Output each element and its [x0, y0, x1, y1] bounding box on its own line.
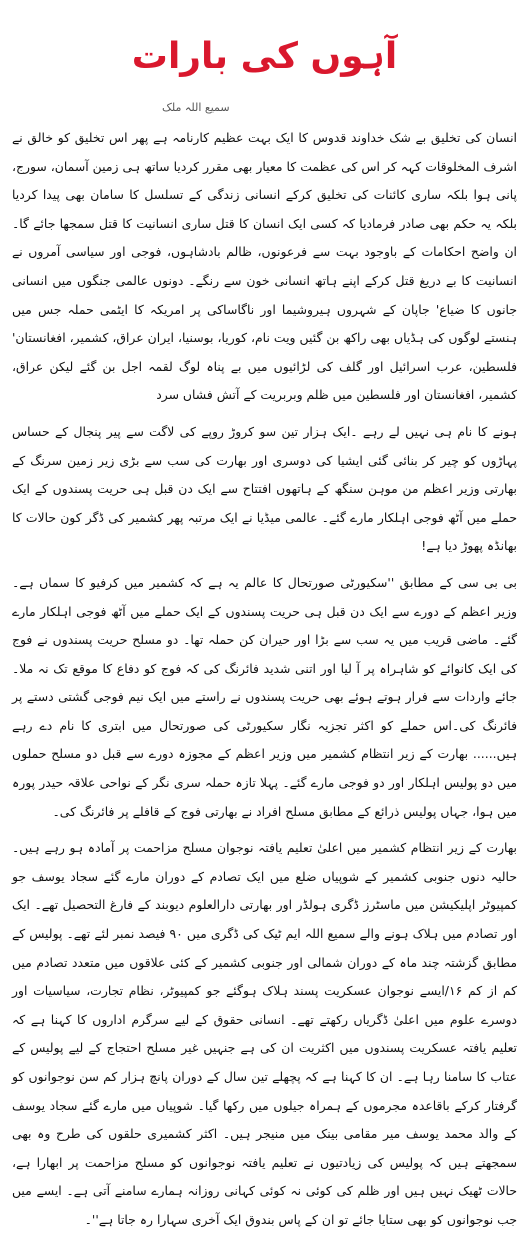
article-paragraph: ہونے کا نام ہی نہیں لے رہے ۔ایک ہزار تین سو کروڑ روپے کی لاگت سے پیر پنجال کے حساس پہاڑوں کو چیر کر بنائی گئی ایشیا کی دوسری اور بھارت کی سب سے بڑی زیر زمین سرنگ کے بھارتی وزیر اعظم من موہن سنگھ کے ہاتھوں افتتاح سے ایک دن قبل ہی حریت پسندوں کے ایک حملے میں آٹھ فوجی اہلکار مارے گئے۔ عالمی میڈیا نے ایک مرتبہ پھر کشمیر کی ڈگر کون حالات کا بھانڈہ پھوڑ دیا ہے!: [12, 423, 517, 554]
author-name: سمیع اللہ ملک: [162, 101, 230, 114]
author-byline: [12, 98, 517, 118]
article-paragraph: بھارت کے زیر انتظام کشمیر میں اعلیٰ تعلیم یافتہ نوجوان مسلح مزاحمت پر آمادہ ہو رہے ہیں۔ حالیہ دنوں جنوبی کشمیر کے شوپیاں ضلع میں ایک تصادم کے دوران مارے گئے سجاد یوسف جو کمپیوٹر اپلیکیشن میں ماسٹرز ڈگری ہولڈر اور بھارتی دارالعلوم دیوبند کے فارغ التحصیل تھے۔ ایک اور تصادم میں ہلاک ہونے والے سمیع اللہ ایم ٹیک کی ڈگری میں ۹۰ فیصد نمبر لئے تھے۔ پولیس کے مطابق گزشتہ چند ماہ کے دوران شمالی اور جنوبی کشمیر کے کئی علاقوں میں متعدد تصادم میں کم از کم ۱۶/ایسے نوجوان عسکریت پسند ہلاک ہوگئے جو کمپیوٹر، نظام تجارت، سیاسیات اور دوسرے علوم میں اعلیٰ ڈگریاں رکھتے تھے۔ انسانی حقوق کے لیے سرگرم اداروں کا کہنا ہے کہ تعلیم یافتہ عسکریت پسندوں میں اکثریت ان کی ہے جنہیں غیر مسلح احتجاج کے لیے پولیس کے عتاب کا سامنا رہا ہے۔ ان کا کہنا ہے کہ پچھلے تین سال کے دوران پانچ ہزار کم سن نوجوانوں کو گرفتار کرکے باقاعدہ مجرموں کے ہمراہ جیلوں میں رکھا گیا۔ شوپیاں میں مارے گئے سجاد یوسف کے والد محمد یوسف میر مقامی بینک میں منیجر ہیں۔ اکثر کشمیری حلقوں کی طرح وہ بھی سمجھتے ہیں کہ پولیس کی زیادتیوں نے تعلیم یافتہ نوجوانوں کو مسلح مزاحمت پر ابھارا ہے، حالات ٹھیک نہیں ہیں اور ظلم کی کوئی نہ کوئی کہانی روزانہ ہمارے سامنے آتی ہے۔ ایسے میں جب نوجوانوں کو بھی ستایا جائے تو ان کے پاس بندوق ایک آخری سہارا رہ جاتا ہے''۔: [12, 840, 517, 1227]
article-title: آہوں کی بارات: [131, 36, 398, 77]
article-paragraph: انسان کی تخلیق بے شک خداوند قدوس کا ایک بہت عظیم کارنامہ ہے پھر اس تخلیق کو خالق نے اشرف المخلوقات کہہ کر اس کی عظمت کا معیار بھی مقرر کردیا ساتھ ہی زمین آسمان، سورج، پانی ہوا بلکہ ساری کائنات کی تخلیق کرکے انسانی زندگی کے تسلسل کا سامان بھی پیدا کردیا بلکہ یہ حکم بھی صادر فرمادیا کہ کسی ایک انسان کا قتل ساری انسانیت کا قتل سمجھا جائے گا۔ان واضح احکامات کے باوجود بہت سے فرعونوں، ظالم بادشاہوں، فوجی اور سیاسی آمروں نے انسانیت کا بے دریغ قتل کرکے اپنے ہاتھ انسانی خون سے رنگے۔ دونوں عالمی جنگوں میں انسانی جانوں کا ضیاع' جاپان کے شہروں ہیروشیما اور ناگاساکی پر امریکہ کا ایٹمی حملہ جس میں ہنستے لوگوں کی ہڈیاں بھی راکھ بن گئیں ویت نام، کوریا، بوسنیا، ایران عراق، کشمیر، افغانستان' فلسطین، عرب اسرائیل اور گلف کی لڑائیوں میں بے پناہ لوگ لقمہ اجل بن گئے لیکن عراق، کشمیر، افغانستان اور فلسطین میں ظلم وبربریت کے آتش فشاں سرد: [12, 130, 517, 403]
article-paragraph: بی بی سی کے مطابق ''سکیورٹی صورتحال کا عالم یہ ہے کہ کشمیر میں کرفیو کا سماں ہے۔ وزیر اعظم کے دورے سے ایک دن قبل ہی حریت پسندوں کے ایک حملے میں آٹھ فوجی اہلکار مارے گئے۔ ماضی قریب میں یہ سب سے بڑا اور حیران کن حملہ تھا۔ دو مسلح حریت پسندوں نے فوج کی ایک کانوائے کو شاہراہ پر آ لیا اور اتنی شدید فائرنگ کی کہ فوج کو دفاع کا موقع تک نہ ملا۔ جائے واردات سے فرار ہوتے ہوئے بھی حریت پسندوں نے راستے میں ایک نیم فوجی گشتی دستے پر فائرنگ کی۔اس حملے کو اکثر تجزیہ نگار سکیورٹی کی صورتحال میں ابتری کا نام دے رہے ہیں...... بھارت کے زیر انتظام کشمیر میں وزیر اعظم کے مجوزہ دورے سے قبل دو مسلح حملوں میں دو پولیس اہلکار اور دو فوجی مارے گئے۔ پہلا تازہ حملہ سری نگر کے نواحی علاقہ حیدر پورہ میں ہوا، جہاں پولیس ذرائع کے مطابق مسلح افراد نے بھارتی فوج کے قافلے پر فائرنگ کی۔: [12, 574, 517, 819]
article-column: [12, 0, 517, 1258]
article-body: [12, 124, 517, 1235]
